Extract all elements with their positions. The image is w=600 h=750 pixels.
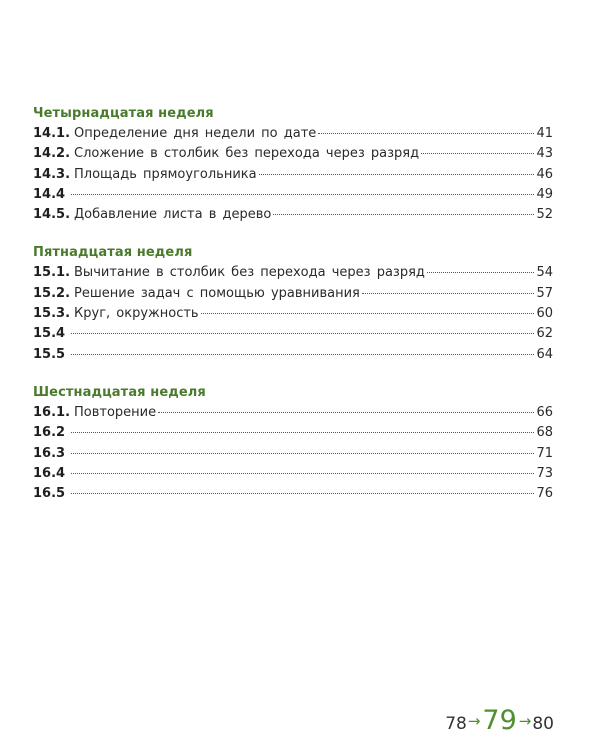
toc-entry[interactable] xyxy=(33,403,553,423)
toc-entry[interactable] xyxy=(33,284,553,304)
entry-page: 68 xyxy=(536,425,553,441)
toc-entry[interactable] xyxy=(33,165,553,185)
section-title: Шестнадцатая неделя xyxy=(33,384,206,400)
dot-leader xyxy=(318,133,534,134)
dot-leader xyxy=(421,153,534,154)
entry-number: 16.5 xyxy=(33,486,66,502)
entry-title: Определение дня недели по дате xyxy=(74,126,317,141)
entry-number: 16.4 xyxy=(33,465,66,481)
entry-number: 14.3. xyxy=(33,166,71,182)
section-title: Четырнадцатая неделя xyxy=(33,106,214,121)
dot-leader xyxy=(71,473,534,474)
next-page-number[interactable]: 80 xyxy=(532,714,554,734)
toc-section-week-16 xyxy=(33,383,553,504)
dot-leader xyxy=(71,453,534,454)
toc-entry[interactable] xyxy=(33,144,553,164)
dot-leader xyxy=(273,214,534,215)
toc-entry[interactable] xyxy=(33,444,553,464)
entry-title: Вычитание в столбик без перехода через разряд xyxy=(74,265,425,281)
dot-leader xyxy=(427,272,535,273)
page-navigator xyxy=(445,705,554,736)
entry-number: 14.4 xyxy=(33,186,66,202)
entry-number: 14.1. xyxy=(33,126,71,141)
toc-entry[interactable] xyxy=(33,263,553,283)
dot-leader xyxy=(71,493,534,494)
entry-page: 46 xyxy=(536,166,553,182)
dot-leader xyxy=(71,194,534,195)
toc-section-week-14 xyxy=(33,104,553,225)
entry-page: 73 xyxy=(536,465,553,481)
entry-page: 71 xyxy=(536,445,553,461)
entry-page: 60 xyxy=(536,306,553,322)
toc-entry[interactable] xyxy=(33,205,553,225)
dot-leader xyxy=(259,174,535,175)
section-title: Пятнадцатая неделя xyxy=(33,245,193,261)
toc-entry[interactable] xyxy=(33,124,553,144)
toc-entry[interactable] xyxy=(33,484,553,504)
entry-number: 15.5 xyxy=(33,346,66,362)
current-page-number: 79 xyxy=(482,705,517,736)
entry-number: 16.3 xyxy=(33,445,66,461)
entry-title: Сложение в столбик без перехода через разряд xyxy=(74,146,420,162)
entry-title: Добавление листа в дерево xyxy=(74,207,272,223)
dot-leader xyxy=(362,293,535,294)
toc-entry[interactable] xyxy=(33,324,553,344)
arrow-right-icon: → xyxy=(467,712,481,730)
entry-page: 62 xyxy=(536,326,553,342)
entry-number: 15.2. xyxy=(33,285,71,301)
entry-number: 14.2. xyxy=(33,146,71,162)
entry-page: 66 xyxy=(536,404,553,420)
entry-page: 52 xyxy=(536,207,553,223)
toc-section-week-15 xyxy=(33,243,553,364)
entry-number: 16.2 xyxy=(33,425,66,441)
dot-leader xyxy=(158,412,534,413)
entry-page: 57 xyxy=(536,285,553,301)
entry-page: 64 xyxy=(536,346,553,362)
entry-page: 41 xyxy=(536,126,553,141)
entry-page: 49 xyxy=(536,186,553,202)
toc-entry[interactable] xyxy=(33,464,553,484)
prev-page-number[interactable]: 78 xyxy=(445,714,467,734)
entry-number: 15.3. xyxy=(33,306,71,322)
entry-title: Площадь прямоугольника xyxy=(74,166,257,182)
entry-page: 54 xyxy=(536,265,553,281)
entry-number: 16.1. xyxy=(33,404,71,420)
arrow-right-icon: → xyxy=(518,712,532,730)
entry-title: Круг, окружность xyxy=(74,306,199,322)
dot-leader xyxy=(71,432,534,433)
entry-title: Решение задач с помощью уравнивания xyxy=(74,285,360,301)
entry-page: 76 xyxy=(536,486,553,502)
table-of-contents xyxy=(33,104,553,522)
entry-number: 15.4 xyxy=(33,326,66,342)
dot-leader xyxy=(71,354,534,355)
toc-entry[interactable] xyxy=(33,423,553,443)
toc-entry[interactable] xyxy=(33,345,553,365)
dot-leader xyxy=(71,333,534,334)
entry-number: 15.1. xyxy=(33,265,71,281)
toc-entry[interactable] xyxy=(33,185,553,205)
entry-number: 14.5. xyxy=(33,207,71,223)
entry-title: Повторение xyxy=(74,404,157,420)
entry-page: 43 xyxy=(536,146,553,162)
dot-leader xyxy=(201,313,535,314)
toc-entry[interactable] xyxy=(33,304,553,324)
